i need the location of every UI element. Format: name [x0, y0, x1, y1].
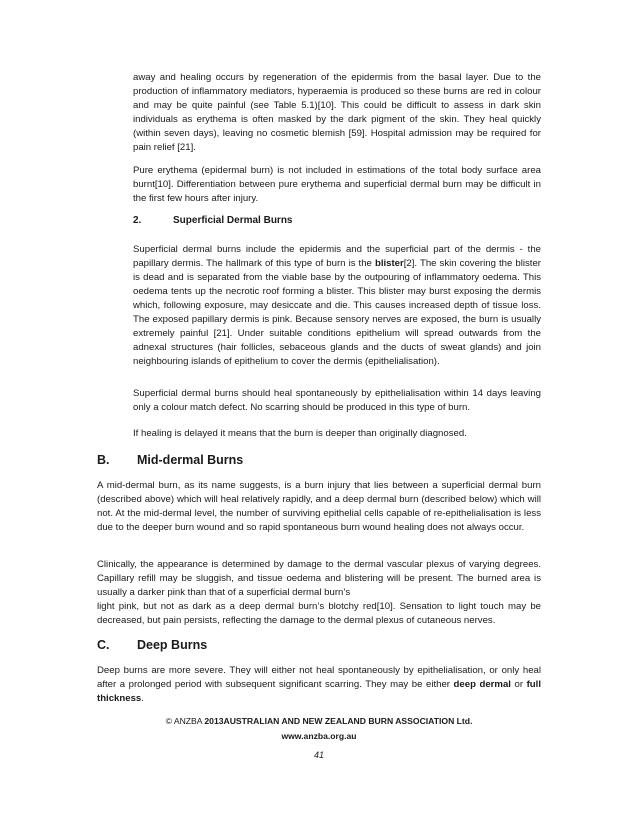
- subsection-number: 2.: [133, 215, 142, 226]
- intro-paragraph-1: away and healing occurs by regeneration of the epidermis from the basal layer. Due to the production of inflammatory mediators, hyperaemia is produced so these burns are red in colour and may be quite painful (see Table 5.1)[10]. This could be difficult to assess in dark skin individuals as erythema is often masked by the dark pigment of the skin. They heal quickly (within seven days), leaving no cosmetic blemish [59]. Hospital admission may be required for pain relief [21].: [133, 72, 541, 153]
- superficial-text-a: Superficial dermal burns include the epidermis and the superficial part of the dermis - the papillary dermis. The hallmark of this type of burn is the: [133, 244, 541, 269]
- mid-dermal-text-a: Clinically, the appearance is determined by damage to the dermal vascular plexus of varying degrees. Capillary refill may be sluggish, and tissue oedema and blistering will be present. The burned area is usually a darker pink than that of a superficial dermal burn’s: [97, 559, 541, 598]
- org-name: 2013AUSTRALIAN AND NEW ZEALAND BURN ASSOCIATION Ltd.: [204, 716, 473, 726]
- section-heading-mid-dermal: [97, 453, 243, 467]
- deep-text-c: .: [141, 693, 144, 704]
- subsection-heading-superficial: [133, 215, 292, 226]
- deep-dermal-term: deep dermal: [453, 679, 511, 690]
- blister-term: blister: [374, 258, 404, 269]
- footer-copyright: [0, 716, 638, 726]
- deep-text-b: or: [510, 679, 527, 690]
- section-heading-deep: [97, 638, 207, 652]
- section-letter: C.: [97, 638, 110, 652]
- mid-dermal-paragraph-2-continued: light pink, but not as dark as a deep dermal burn’s blotchy red[10]. Sensation to light touch may be decreased, but pain persists, reflecting the damage to the dermal plexus of cutaneous nerves.: [97, 601, 541, 626]
- full-thickness-term: full thickness: [97, 679, 541, 704]
- copyright-symbol: ©: [165, 716, 172, 726]
- mid-dermal-paragraph-1: A mid-dermal burn, as its name suggests, is a burn injury that lies between a superficial dermal burn (described above) which will heal relatively rapidly, and a deep dermal burn (described below) which will not. At the mid-dermal level, the number of surviving epithelial cells capable of re-epithelialisation is less due to the deeper burn wound and so rapid spontaneous burn wound healing does not always occur.: [97, 480, 541, 533]
- superficial-paragraph-1: [133, 243, 541, 369]
- intro-paragraph-2: Pure erythema (epidermal burn) is not included in estimations of the total body surface area burnt[10]. Differentiation between pure erythema and superficial dermal burn may be difficult in the first few hours after injury.: [133, 165, 541, 204]
- superficial-text-b: [2]. The skin covering the blister is dead and is separated from the viable base by the outpouring of inflammatory oedema. This oedema tents up the necrotic roof forming a blister. This blister may burst exposing the dermis which, following exposure, may desiccate and die. This causes increased depth of tissue loss. The exposed papillary dermis is pink. Because sensory nerves are exposed, the burn is usually extremely painful [21]. Under suitable conditions epithelium will spread outwards from the adnexal structures (hair follicles, sebaceous glands and the ducts of sweat glands) and join neighbouring islands of epithelium to cover the dermis (epithelialisation).: [133, 258, 541, 367]
- superficial-paragraph-3: If healing is delayed it means that the burn is deeper than originally diagnosed.: [133, 428, 467, 439]
- footer-website: www.anzba.org.au: [281, 731, 357, 741]
- section-title: Deep Burns: [137, 638, 208, 652]
- org-prefix: ANZBA: [171, 716, 205, 726]
- superficial-paragraph-2: Superficial dermal burns should heal spontaneously by epithelialisation within 14 days leaving only a colour match defect. No scarring should be produced in this type of burn.: [133, 388, 541, 413]
- section-title: Mid-dermal Burns: [137, 453, 244, 467]
- page-number: 41: [313, 750, 324, 760]
- deep-paragraph-1: [97, 664, 541, 706]
- section-letter: B.: [97, 453, 110, 467]
- mid-dermal-paragraph-2: [97, 558, 541, 600]
- deep-text-a: Deep burns are more severe. They will either not heal spontaneously by epithelialisation, or only heal after a prolonged period with subsequent significant scarring. They may be either: [97, 665, 541, 690]
- subsection-title: Superficial Dermal Burns: [173, 215, 293, 226]
